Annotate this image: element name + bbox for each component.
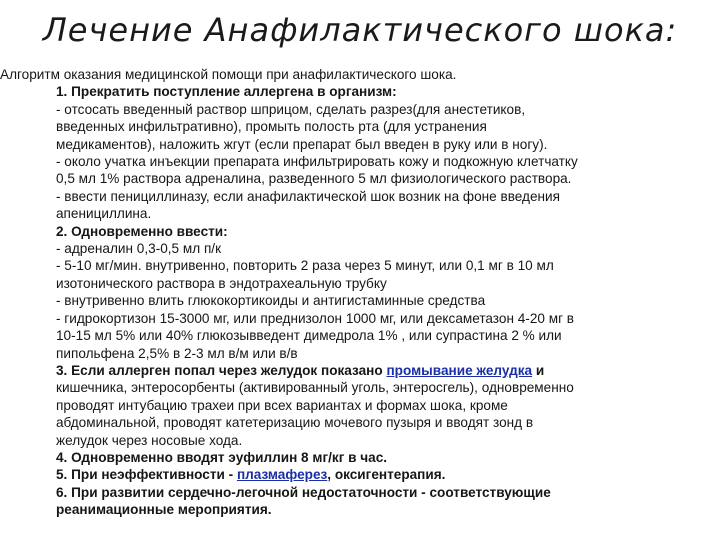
step6-line: 6. При развитии сердечно-легочной недостаточности - соответствующие xyxy=(56,484,551,500)
step2-line: - гидрокортизон 15-3000 мг, или преднизолон 1000 мг, или дексаметазон 4-20 мг в xyxy=(56,310,575,326)
step3-line: абдоминальной, проводят катетеризацию мочевого пузыря и вводят зонд в xyxy=(56,415,534,431)
step2-line: 10-15 мл 5% или 40% глюкозывведент димедрола 1% , или супрастина 2 % или xyxy=(56,328,562,344)
step1-line: - отсосать введенный раствор шприцом, сделать разрез(для анестетиков, xyxy=(56,101,526,117)
slide-body xyxy=(0,66,706,519)
plasmapheresis-link[interactable]: плазмаферез xyxy=(236,467,328,483)
step1-line: медикаментов), наложить жгут (если препарат был введен в руку или в ногу). xyxy=(56,136,548,152)
step1-line: - ввести пенициллиназу, если анафилактической шок возник на фоне введения xyxy=(56,188,560,204)
step1-line: введенных инфильтративно), промыть полость рта (для устранения xyxy=(56,119,487,135)
intro-line: Алгоритм оказания медицинской помощи при анафилактического шока. xyxy=(0,67,457,82)
step1-line: 0,5 мл 1% раствора адреналина, разведенного 5 мл физиологического раствора. xyxy=(56,171,572,187)
step6-line: реанимационные мероприятия. xyxy=(56,502,272,518)
page-title: Лечение Анафилактического шока: xyxy=(42,11,678,49)
step3-heading-text: 3. Если аллерген попал через желудок показано xyxy=(56,362,387,378)
step1-line: апенициллина. xyxy=(56,206,152,222)
step2-heading: 2. Одновременно ввести: xyxy=(56,223,228,239)
step2-line: пипольфена 2,5% в 2-3 мл в/м или в/в xyxy=(56,345,298,361)
step5-text: 5. При неэффективности - xyxy=(56,467,237,483)
step2-line: изотонического раствора в эндотрахеальную трубку xyxy=(56,275,387,291)
step3-line: кишечника, энтеросорбенты (активированный уголь, энтеросгель), одновременно xyxy=(56,380,574,396)
step5-heading xyxy=(0,466,706,483)
step2-line: - адреналин 0,3-0,5 мл п/к xyxy=(56,241,222,257)
step5-tail: , оксигентерапия. xyxy=(327,467,446,483)
step1-line: - около учатка инъекции препарата инфильтрировать кожу и подкожную клетчатку xyxy=(56,154,578,170)
step4-heading: 4. Одновременно вводят эуфиллин 8 мг/кг в час. xyxy=(56,449,388,465)
step1-heading: 1. Прекратить поступление аллергена в организм: xyxy=(56,84,397,100)
gastric-lavage-link[interactable]: промывание желудка xyxy=(386,362,533,378)
step3-heading-tail: и xyxy=(532,362,545,378)
step2-line: - 5-10 мг/мин. внутривенно, повторить 2 раза через 5 минут, или 0,1 мг в 10 мл xyxy=(56,258,554,274)
step2-line: - внутривенно влить глюкокортикоиды и антигистаминные средства xyxy=(56,293,486,309)
step3-line: проводят интубацию трахеи при всех вариантах и формах шока, кроме xyxy=(56,397,508,413)
step3-line: желудок через носовые хода. xyxy=(56,432,243,448)
step3-heading xyxy=(0,362,706,379)
